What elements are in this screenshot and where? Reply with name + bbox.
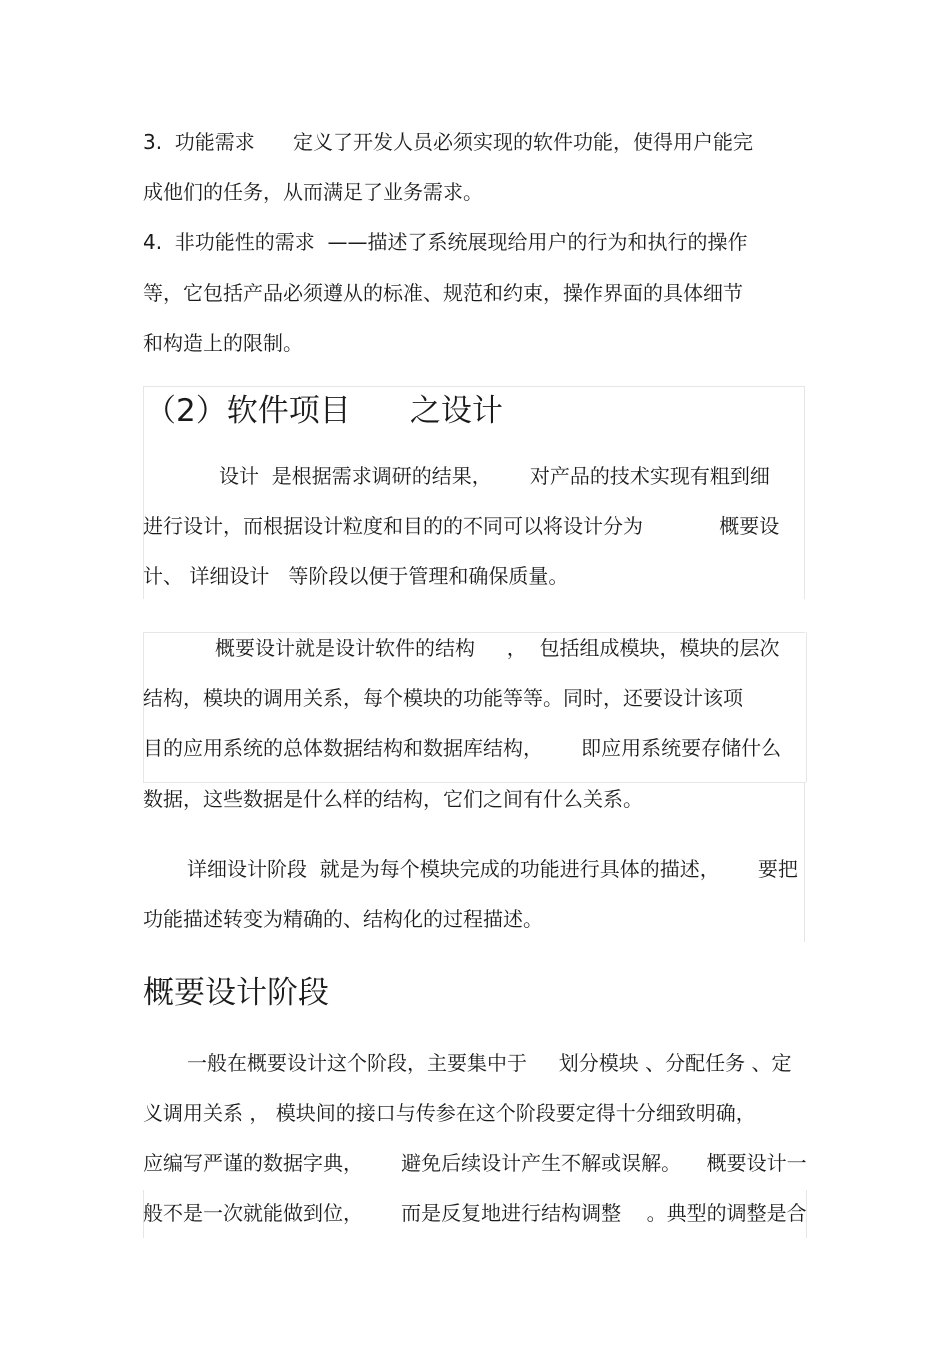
- paragraph-line: 般不是一次就能做到位， 而是反复地进行结构调整 。典型的调整是合: [143, 1201, 807, 1225]
- border-line: [143, 386, 805, 387]
- item-4-line-1: 4. 非功能性的需求 ——描述了系统展现给用户的行为和执行的操作: [143, 230, 748, 254]
- item-3-line-2: 成他们的任务，从而满足了业务需求。: [143, 180, 483, 204]
- section-heading-outline-design: 概要设计阶段: [143, 975, 329, 1011]
- paragraph-line: 数据，这些数据是什么样的结构，它们之间有什么关系。: [143, 787, 643, 811]
- paragraph-line: 结构，模块的调用关系，每个模块的功能等等。同时，还要设计该项: [143, 686, 743, 710]
- paragraph-line: 进行设计，而根据设计粒度和目的的不同可以将设计分为 概要设: [143, 514, 780, 538]
- border-line: [143, 782, 806, 783]
- paragraph-line: 功能描述转变为精确的、结构化的过程描述。: [143, 907, 543, 931]
- paragraph-line: 应编写严谨的数据字典， 避免后续设计产生不解或误解。 概要设计一: [143, 1151, 807, 1175]
- paragraph-line: 详细设计阶段 就是为每个模块完成的功能进行具体的描述， 要把: [187, 857, 798, 881]
- item-4-line-2: 等，它包括产品必须遵从的标准、规范和约束，操作界面的具体细节: [143, 281, 743, 305]
- border-line: [143, 632, 805, 633]
- border-line: [804, 782, 805, 942]
- item-4-line-3: 和构造上的限制。: [143, 331, 303, 355]
- paragraph-line: 义调用关系 ， 模块间的接口与传参在这个阶段要定得十分细致明确，: [143, 1101, 756, 1125]
- paragraph-line: 设计 是根据需求调研的结果， 对产品的技术实现有粗到细: [219, 464, 770, 488]
- border-line: [806, 632, 807, 782]
- paragraph-line: 概要设计就是设计软件的结构 ， 包括组成模块，模块的层次: [215, 636, 780, 660]
- border-line: [804, 386, 805, 599]
- paragraph-line: 计、 详细设计 等阶段以便于管理和确保质量。: [143, 564, 569, 588]
- paragraph-line: 一般在概要设计这个阶段，主要集中于 划分模块 、分配任务 、定: [187, 1051, 792, 1075]
- paragraph-line: 目的应用系统的总体数据结构和数据库结构， 即应用系统要存储什么: [143, 736, 782, 760]
- section-heading-design: （2）软件项目 之设计: [145, 393, 503, 429]
- item-3-line-1: 3. 功能需求 定义了开发人员必须实现的软件功能，使得用户能完: [143, 130, 753, 154]
